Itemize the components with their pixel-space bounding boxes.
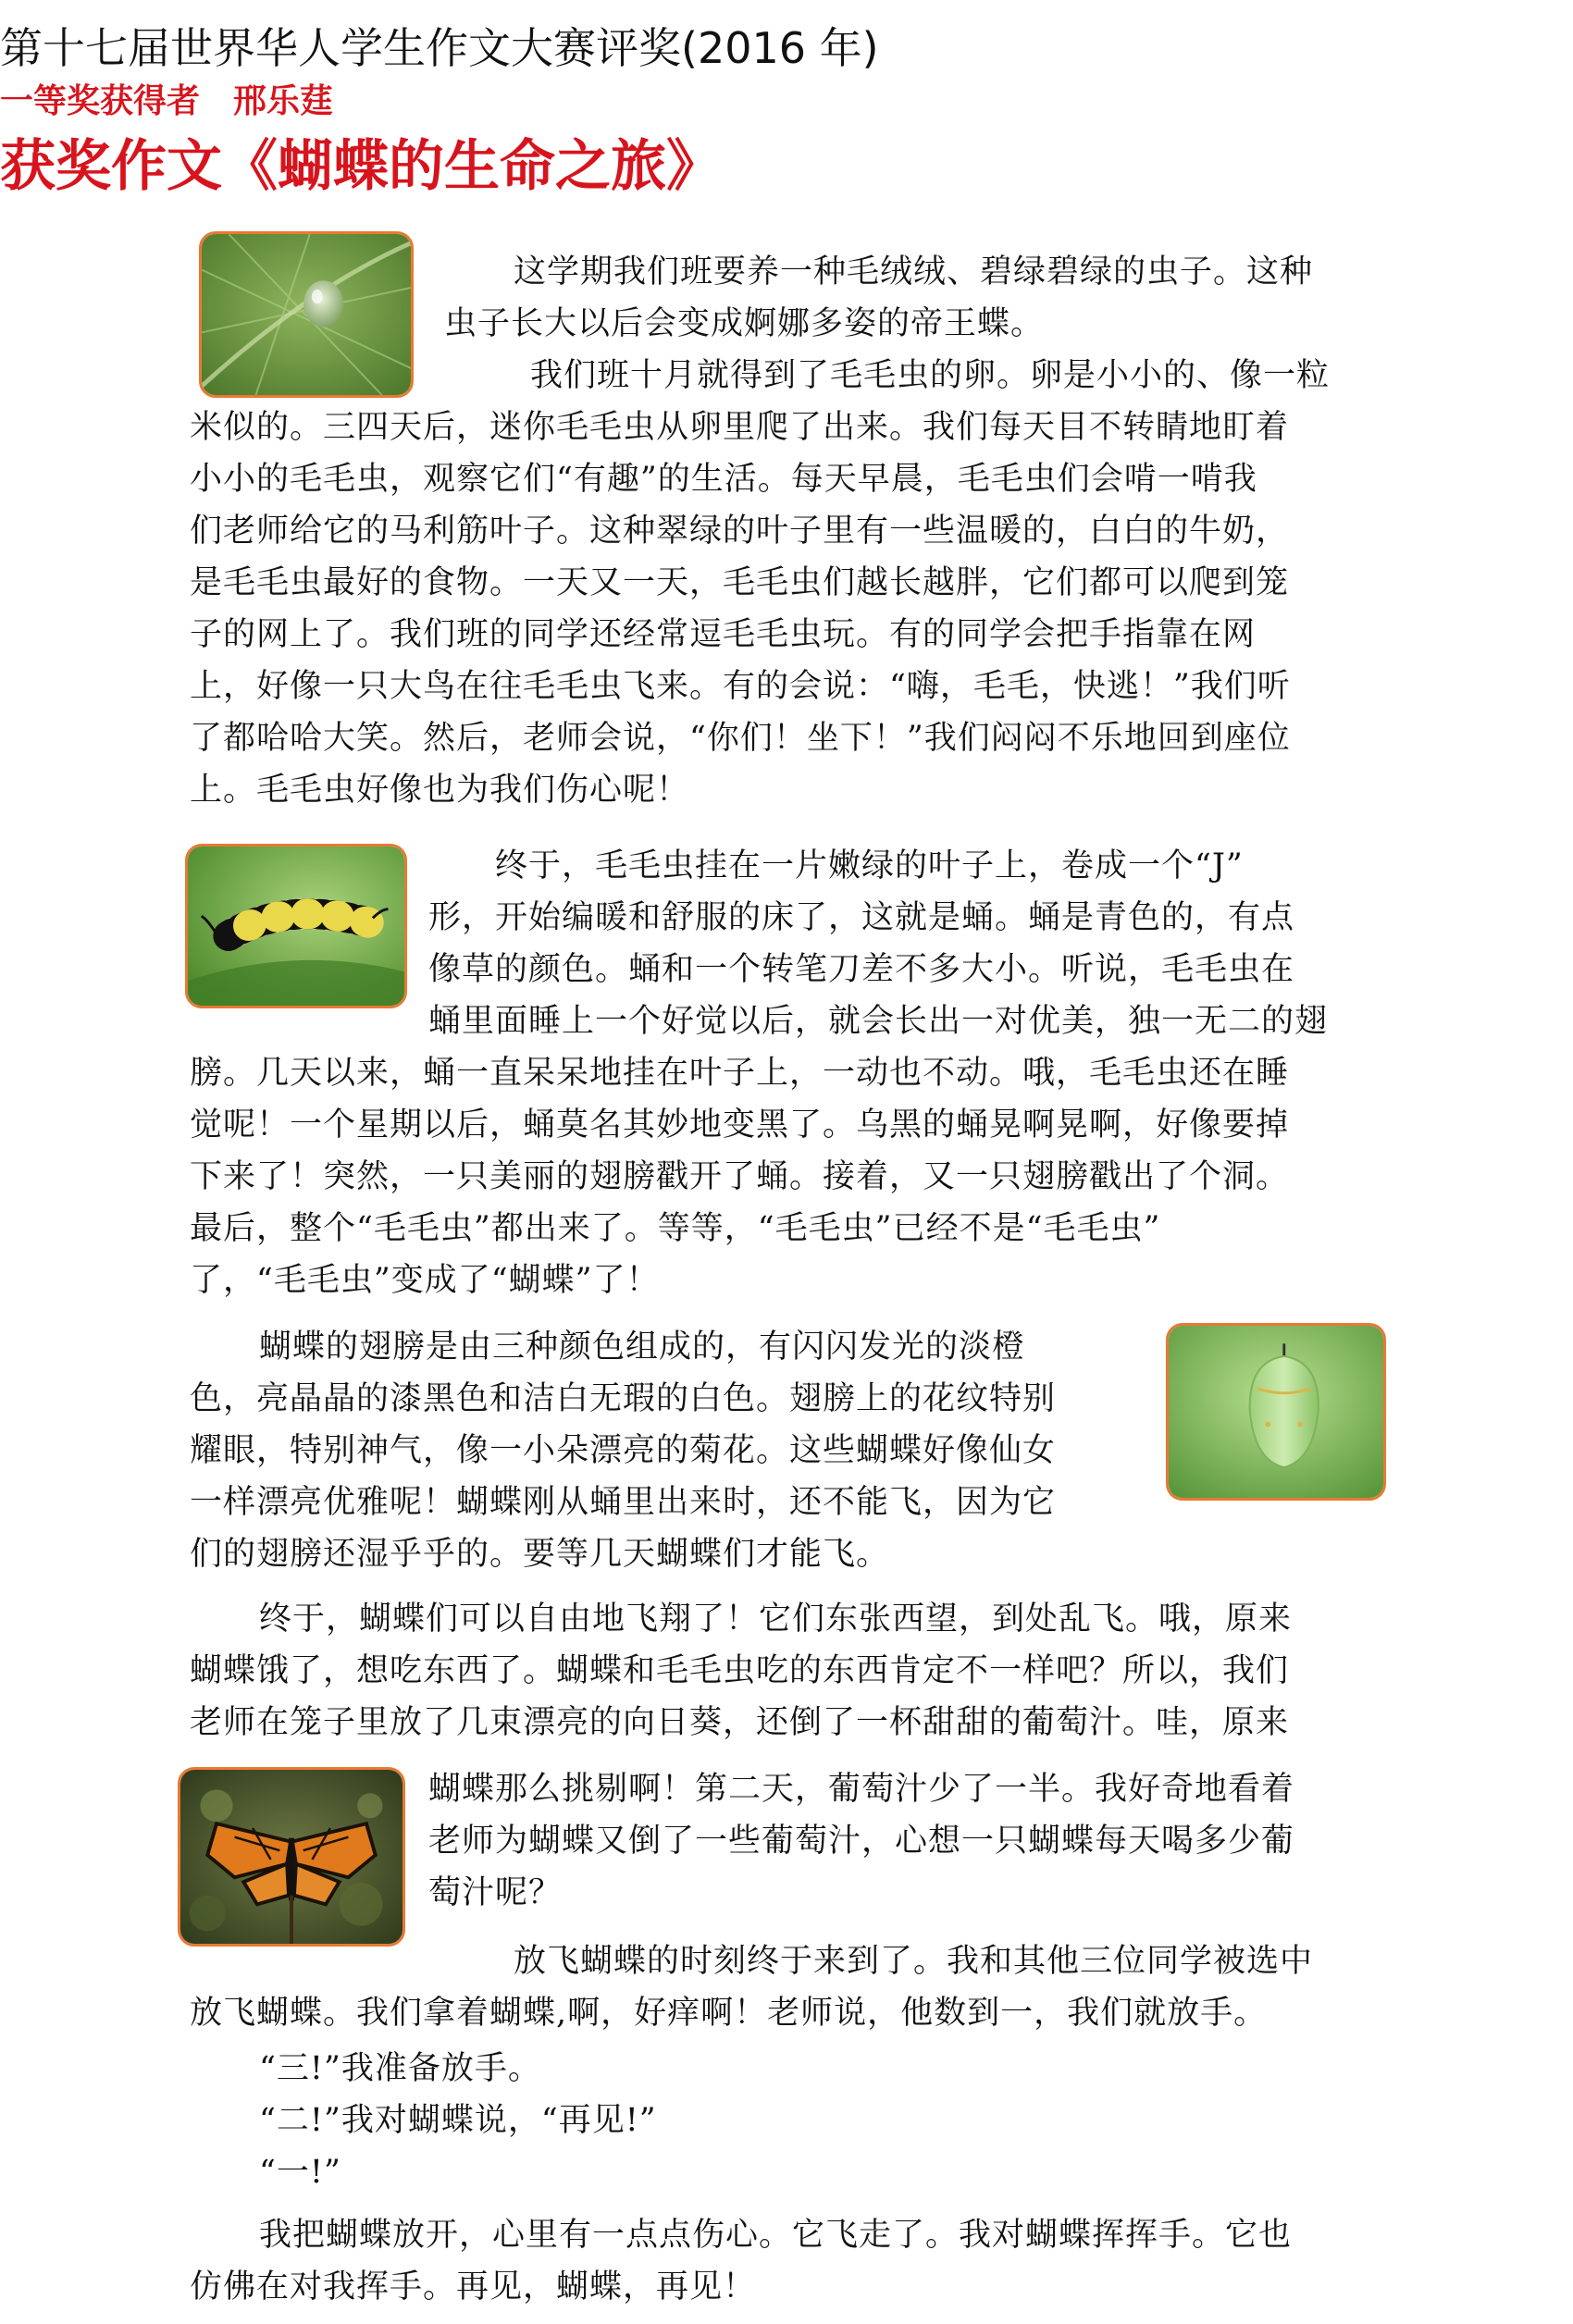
essay-line: 终于，蝴蝶们可以自由地飞翔了！它们东张西望，到处乱飞。哦，原来 xyxy=(259,1601,1293,1638)
essay-line: 子的网上了。我们班的同学还经常逗毛毛虫玩。有的同学会把手指靠在网 xyxy=(190,616,1257,653)
essay-line: 耀眼，特别神气，像一小朵漂亮的菊花。这些蝴蝶好像仙女 xyxy=(190,1432,1057,1469)
essay-line: 形，开始编暖和舒服的床了，这就是蛹。蛹是青色的，有点 xyxy=(428,899,1295,936)
egg-on-leaf-icon xyxy=(202,234,411,395)
essay-line: 蝴蝶的翅膀是由三种颜色组成的，有闪闪发光的淡橙 xyxy=(259,1329,1026,1366)
essay-line: 上。毛毛虫好像也为我们伤心呢！ xyxy=(190,772,690,809)
monarch-butterfly-icon xyxy=(180,1770,403,1944)
essay-line: 仿佛在对我挥手。再见，蝴蝶，再见！ xyxy=(190,2268,757,2305)
essay-line: 像草的颜色。蛹和一个转笔刀差不多大小。听说，毛毛虫在 xyxy=(428,951,1295,988)
essay-line: 下来了！突然，一只美丽的翅膀戳开了蛹。接着，又一只翅膀戳出了个洞。 xyxy=(190,1158,1290,1195)
essay-line: 色，亮晶晶的漆黑色和洁白无瑕的白色。翅膀上的花纹特别 xyxy=(190,1380,1057,1417)
essay-line: 膀。几天以来，蛹一直呆呆地挂在叶子上，一动也不动。哦，毛毛虫还在睡 xyxy=(190,1055,1290,1092)
butterfly-photo xyxy=(178,1767,405,1947)
essay-line: 老师为蝴蝶又倒了一些葡萄汁，心想一只蝴蝶每天喝多少葡 xyxy=(428,1823,1295,1860)
essay-line: 虫子长大以后会变成婀娜多姿的帝王蝶。 xyxy=(444,305,1045,342)
competition-title: 第十七届世界华人学生作文大赛评奖(2016 年) xyxy=(0,23,879,73)
caterpillar-photo xyxy=(185,844,407,1008)
essay-line: “一!” xyxy=(259,2154,341,2191)
caterpillar-icon xyxy=(188,847,404,1006)
essay-line: 是毛毛虫最好的食物。一天又一天，毛毛虫们越长越胖，它们都可以爬到笼 xyxy=(190,564,1290,601)
essay-line: 了，“毛毛虫”变成了“蝴蝶”了！ xyxy=(190,1262,660,1299)
essay-line: 终于，毛毛虫挂在一片嫩绿的叶子上，卷成一个“J” xyxy=(495,847,1244,884)
essay-line: 萄汁呢？ xyxy=(428,1874,563,1911)
essay-line: 放飞蝴蝶的时刻终于来到了。我和其他三位同学被选中 xyxy=(514,1943,1314,1980)
essay-line: 蝴蝶那么挑剔啊！第二天，葡萄汁少了一半。我好奇地看着 xyxy=(428,1771,1295,1808)
essay-line: 我把蝴蝶放开，心里有一点点伤心。它飞走了。我对蝴蝶挥挥手。它也 xyxy=(259,2217,1293,2254)
essay-line: 我们班十月就得到了毛毛虫的卵。卵是小小的、像一粒 xyxy=(530,357,1331,394)
essay-line: 一样漂亮优雅呢！蝴蝶刚从蛹里出来时，还不能飞，因为它 xyxy=(190,1484,1057,1521)
essay-line: “二!”我对蝴蝶说，“再见!” xyxy=(259,2102,657,2139)
essay-line: 了都哈哈大笑。然后，老师会说，“你们！坐下！”我们闷闷不乐地回到座位 xyxy=(190,720,1291,757)
essay-line: 老师在笼子里放了几束漂亮的向日葵，还倒了一杯甜甜的葡萄汁。哇，原来 xyxy=(190,1704,1290,1741)
essay-line: 蝴蝶饿了，想吃东西了。蝴蝶和毛毛虫吃的东西肯定不一样吧？所以，我们 xyxy=(190,1652,1290,1689)
essay-line: 小小的毛毛虫，观察它们“有趣”的生活。每天早晨，毛毛虫们会啃一啃我 xyxy=(190,461,1257,498)
essay-line: 最后，整个“毛毛虫”都出来了。等等，“毛毛虫”已经不是“毛毛虫” xyxy=(190,1210,1161,1247)
chrysalis-icon xyxy=(1169,1326,1383,1498)
essay-line: 米似的。三四天后，迷你毛毛虫从卵里爬了出来。我们每天目不转睛地盯着 xyxy=(190,409,1290,446)
essay-title: 获奖作文《蝴蝶的生命之旅》 xyxy=(0,134,722,199)
essay-line: 们老师给它的马利筋叶子。这种翠绿的叶子里有一些温暖的，白白的牛奶， xyxy=(190,513,1290,550)
essay-line: 放飞蝴蝶。我们拿着蝴蝶,啊，好痒啊！老师说，他数到一，我们就放手。 xyxy=(190,1995,1268,2032)
essay-line: 这学期我们班要养一种毛绒绒、碧绿碧绿的虫子。这种 xyxy=(514,253,1314,290)
essay-line: 觉呢！一个星期以后，蛹莫名其妙地变黑了。乌黑的蛹晃啊晃啊，好像要掉 xyxy=(190,1106,1290,1143)
essay-line: “三!”我准备放手。 xyxy=(259,2050,541,2087)
egg-photo xyxy=(199,231,414,398)
essay-line: 蛹里面睡上一个好觉以后，就会长出一对优美，独一无二的翅 xyxy=(428,1003,1329,1040)
chrysalis-photo xyxy=(1166,1323,1386,1501)
essay-line: 们的翅膀还湿乎乎的。要等几天蝴蝶们才能飞。 xyxy=(190,1536,890,1573)
winner-line: 一等奖获得者 邢乐莛 xyxy=(0,82,334,120)
essay-line: 上，好像一只大鸟在往毛毛虫飞来。有的会说：“嗨，毛毛，快逃！”我们听 xyxy=(190,668,1291,705)
